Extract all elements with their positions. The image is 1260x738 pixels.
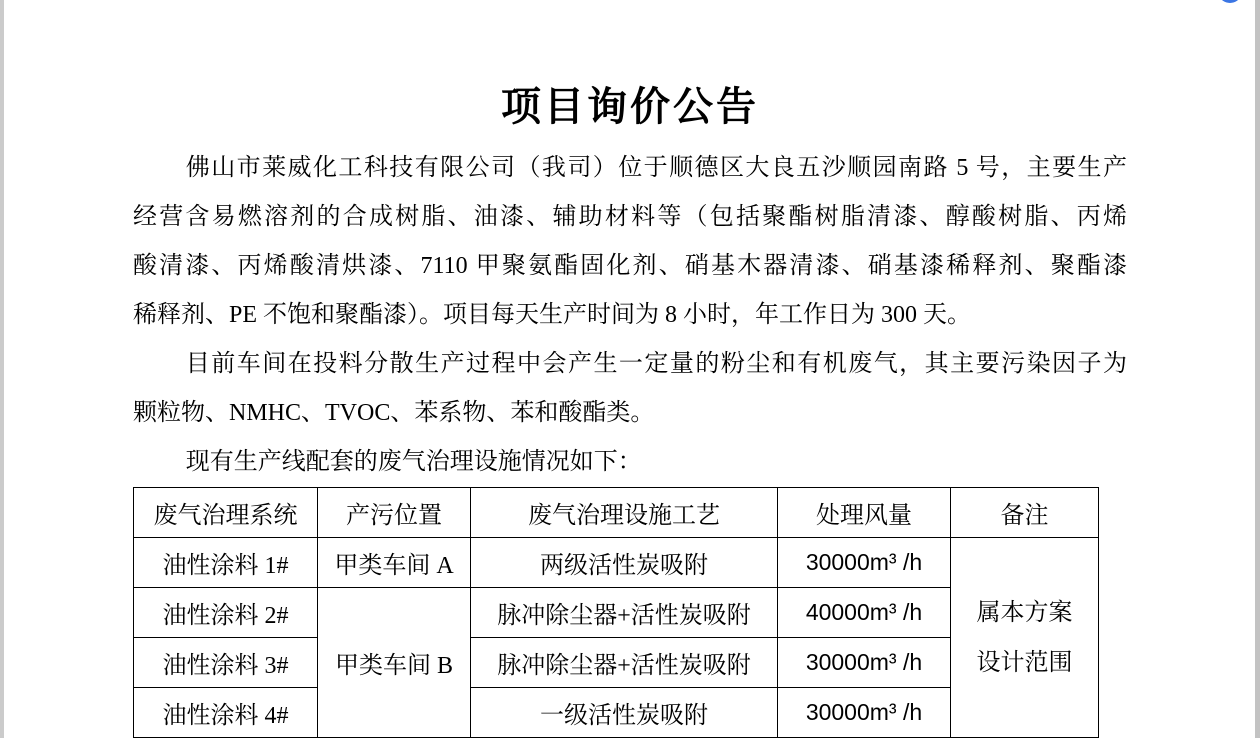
cell-process: 一级活性炭吸附: [471, 688, 778, 738]
document-title: 项目询价公告: [501, 84, 759, 129]
table-header-row: [134, 488, 1099, 538]
header-location: 产污位置: [318, 488, 471, 538]
cell-system: 油性涂料 2#: [134, 588, 318, 638]
header-airflow: 处理风量: [778, 488, 951, 538]
left-scrollbar-strip[interactable]: [0, 0, 4, 738]
cell-airflow: 30000m³ /h: [778, 688, 951, 738]
cell-process: 两级活性炭吸附: [471, 538, 778, 588]
cell-process: 脉冲除尘器+活性炭吸附: [471, 638, 778, 688]
cell-system: 油性涂料 3#: [134, 638, 318, 688]
cell-process: 脉冲除尘器+活性炭吸附: [471, 588, 778, 638]
paragraph-company-intro: [133, 144, 1127, 340]
cell-airflow: 40000m³ /h: [778, 588, 951, 638]
cell-airflow: 30000m³ /h: [778, 538, 951, 588]
right-scrollbar-strip[interactable]: [1255, 0, 1260, 738]
paragraph-line: 目前车间在投料分散生产过程中会产生一定量的粉尘和有机废气，其主要污染因子为: [185, 351, 1127, 377]
paragraph-line: 颗粒物、NMHC、TVOC、苯系物、苯和酸酯类。: [133, 400, 655, 426]
paragraph-table-lead: [133, 438, 1127, 487]
header-remark: 备注: [951, 488, 1099, 538]
remark-line: 设计范围: [976, 649, 1073, 676]
table-row: [134, 538, 1099, 588]
paragraph-line: 经营含易燃溶剂的合成树脂、油漆、辅助材料等（包括聚酯树脂清漆、醇酸树脂、丙烯: [133, 204, 1127, 230]
paragraph-line: 稀释剂、PE 不饱和聚酯漆）。项目每天生产时间为 8 小时，年工作日为 300 天。: [133, 302, 972, 328]
paragraph-line: 佛山市莱威化工科技有限公司（我司）位于顺德区大良五沙顺园南路 5 号，主要生产: [185, 155, 1127, 181]
cell-airflow: 30000m³ /h: [778, 638, 951, 688]
waste-gas-treatment-table: [133, 487, 1099, 738]
cell-system: 油性涂料 1#: [134, 538, 318, 588]
header-process: 废气治理设施工艺: [471, 488, 778, 538]
cell-system: 油性涂料 4#: [134, 688, 318, 738]
assistant-fab-icon[interactable]: [1220, 0, 1240, 3]
cell-location: 甲类车间 A: [318, 538, 471, 588]
document-page: [133, 0, 1127, 738]
remark-line: 属本方案: [976, 599, 1073, 626]
cell-location-merged: 甲类车间 B: [318, 588, 471, 738]
paragraph-line: 酸清漆、丙烯酸清烘漆、7110 甲聚氨酯固化剂、硝基木器清漆、硝基漆稀释剂、聚酯漆: [133, 253, 1127, 279]
header-system: 废气治理系统: [134, 488, 318, 538]
paragraph-line: 现有生产线配套的废气治理设施情况如下：: [185, 449, 642, 475]
paragraph-pollution: [133, 340, 1127, 438]
cell-remark-merged: [951, 538, 1099, 738]
